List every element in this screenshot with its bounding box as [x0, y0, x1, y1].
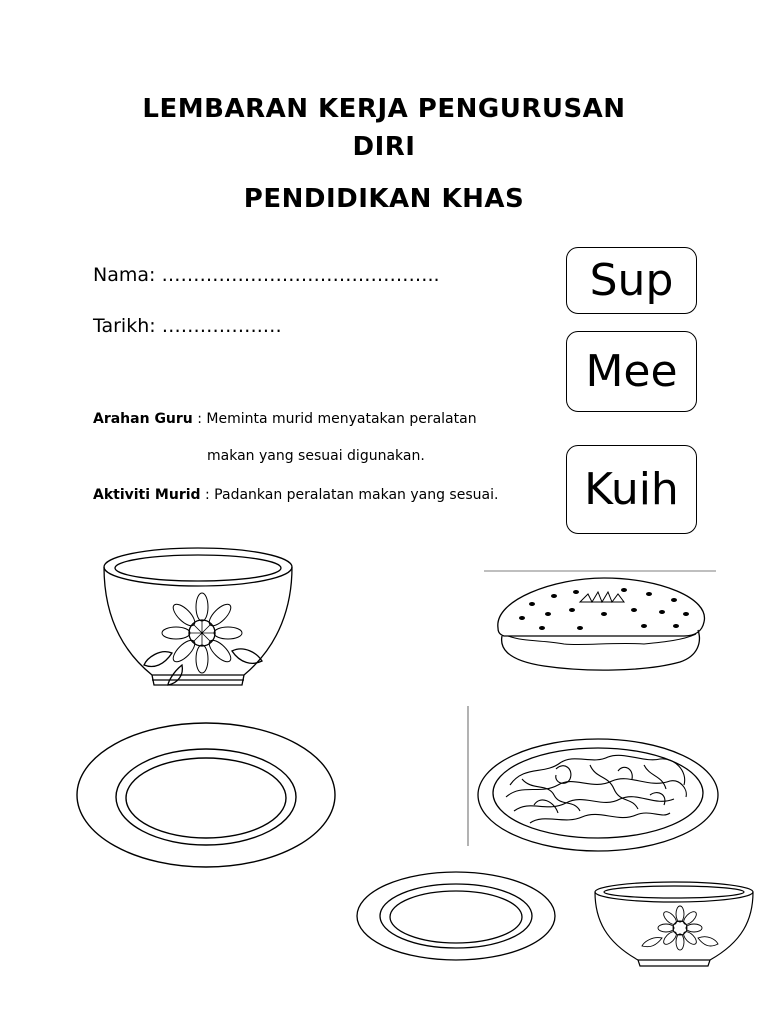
food-label-mee: Mee	[566, 331, 697, 412]
name-field	[93, 264, 440, 286]
student-activity-label: Aktiviti Murid	[93, 487, 201, 503]
food-label-kuih: Kuih	[566, 445, 697, 534]
teacher-instruction	[93, 410, 477, 428]
divider-line	[466, 706, 470, 846]
worksheet-title-line-2: DIRI	[352, 132, 416, 162]
teacher-instruction-text-1: : Meminta murid menyatakan peralatan	[192, 411, 477, 427]
worksheet-subtitle: PENDIDIKAN KHAS	[243, 184, 525, 214]
noodle-plate-icon	[474, 735, 722, 855]
name-blank: ……………………………………..	[161, 264, 440, 286]
student-activity	[93, 486, 498, 504]
date-label: Tarikh:	[93, 315, 156, 337]
date-field	[93, 315, 282, 337]
student-activity-text: : Padankan peralatan makan yang sesuai.	[200, 487, 499, 503]
cake-icon	[484, 570, 718, 680]
date-blank: …………….…	[161, 315, 282, 337]
bowl-icon	[592, 880, 758, 968]
food-label-sup: Sup	[566, 247, 697, 314]
worksheet-title-line-1: LEMBARAN KERJA PENGURUSAN	[142, 94, 626, 124]
plate-icon	[354, 868, 558, 964]
bowl-icon	[100, 545, 300, 690]
teacher-instruction-label: Arahan Guru	[93, 411, 193, 427]
teacher-instruction-continued: makan yang sesuai digunakan.	[207, 448, 425, 464]
name-label: Nama:	[93, 264, 156, 286]
plate-icon	[74, 720, 338, 870]
